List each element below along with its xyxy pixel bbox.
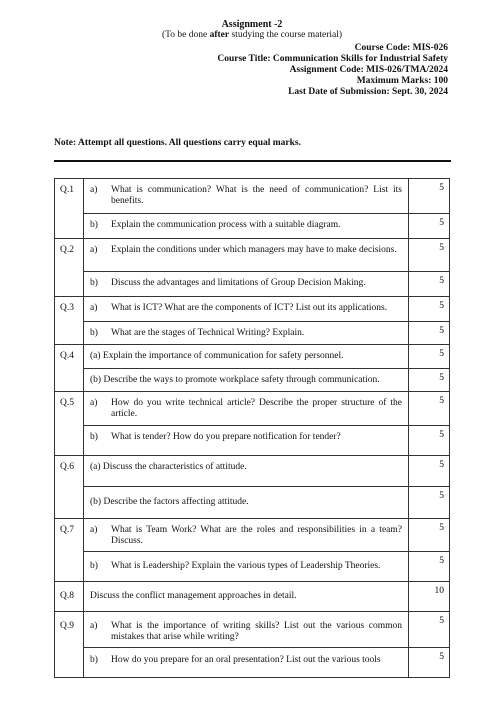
question-body: (b) Describe the factors affecting attitude. — [84, 487, 409, 519]
question-number: Q.6 — [55, 456, 84, 519]
question-marks: 5 — [409, 369, 450, 392]
question-label: a) — [90, 621, 98, 631]
subtitle-post: studying the course material) — [229, 30, 343, 40]
question-marks: 5 — [409, 214, 450, 239]
question-marks: 10 — [409, 582, 450, 612]
question-body — [84, 214, 409, 239]
question-row — [55, 214, 450, 239]
question-row — [55, 272, 450, 297]
question-label: a) — [90, 245, 98, 255]
question-row — [55, 322, 450, 345]
subtitle-bold: after — [209, 30, 230, 40]
question-row — [55, 297, 450, 322]
question-body — [84, 648, 409, 678]
question-label: b) — [90, 655, 98, 665]
question-text: What is ICT? What are the components of ICT? List out its applications. — [111, 303, 388, 313]
question-label: b) — [90, 328, 98, 338]
question-marks: 5 — [409, 345, 450, 369]
questions-table — [54, 178, 450, 678]
question-text: How do you write technical article? Describe the proper structure of the article. — [111, 398, 402, 419]
question-body: Discuss the conflict management approaches in detail. — [84, 582, 409, 612]
question-text: Discuss the advantages and limitations of Group Decision Making. — [111, 278, 366, 288]
question-body — [84, 519, 409, 552]
question-row — [55, 179, 450, 214]
question-row — [55, 392, 450, 426]
question-label: b) — [90, 561, 98, 571]
question-label: a) — [90, 398, 98, 408]
question-row — [55, 487, 450, 519]
question-marks: 5 — [409, 426, 450, 456]
question-text: Explain the conditions under which managers may have to make decisions. — [111, 245, 397, 255]
question-marks: 5 — [409, 456, 450, 487]
course-meta — [217, 43, 448, 98]
question-marks: 5 — [409, 552, 450, 582]
question-marks: 5 — [409, 239, 450, 272]
question-body — [84, 552, 409, 582]
question-marks: 5 — [409, 272, 450, 297]
assignment-title: Assignment -2 — [221, 19, 283, 30]
question-marks: 5 — [409, 322, 450, 345]
question-row — [55, 612, 450, 648]
question-row — [55, 345, 450, 369]
question-number: Q.1 — [55, 179, 84, 239]
question-text: Explain the communication process with a suitable diagram. — [111, 220, 341, 230]
question-row — [55, 552, 450, 582]
question-body — [84, 239, 409, 272]
question-marks: 5 — [409, 179, 450, 214]
assignment-subtitle — [0, 30, 504, 41]
course-code: Course Code: MIS-026 — [354, 43, 448, 53]
question-number: Q.9 — [55, 612, 84, 678]
question-body: (b) Describe the ways to promote workplace safety through communication. — [84, 369, 409, 392]
max-marks: Maximum Marks: 100 — [356, 76, 448, 86]
question-row — [55, 369, 450, 392]
question-marks: 5 — [409, 612, 450, 648]
question-text: What is Team Work? What are the roles and responsibilities in a team? Discuss. — [111, 525, 402, 546]
question-body — [84, 426, 409, 456]
assignment-code: Assignment Code: MIS-026/TMA/2024 — [289, 65, 448, 75]
instructions-note: Note: Attempt all questions. All questions carry equal marks. — [54, 138, 301, 148]
course-title: Course Title: Communication Skills for Industrial Safety — [217, 54, 448, 64]
question-marks: 5 — [409, 392, 450, 426]
question-text: What is communication? What is the need of communication? List its benefits. — [111, 185, 402, 206]
question-label: b) — [90, 278, 98, 288]
question-label: b) — [90, 220, 98, 230]
question-number: Q.2 — [55, 239, 84, 297]
question-row — [55, 426, 450, 456]
question-row — [55, 519, 450, 552]
question-body — [84, 612, 409, 648]
question-body — [84, 272, 409, 297]
last-date: Last Date of Submission: Sept. 30, 2024 — [288, 87, 448, 97]
question-body — [84, 322, 409, 345]
question-body — [84, 179, 409, 214]
question-row — [55, 648, 450, 678]
question-row — [55, 582, 450, 612]
subtitle-pre: (To be done — [161, 30, 210, 40]
question-body: (a) Explain the importance of communication for safety personnel. — [84, 345, 409, 369]
question-row — [55, 239, 450, 272]
question-body — [84, 297, 409, 322]
question-number: Q.8 — [55, 582, 84, 612]
question-marks: 5 — [409, 487, 450, 519]
question-body: (a) Discuss the characteristics of attitude. — [84, 456, 409, 487]
question-label: a) — [90, 525, 98, 535]
question-marks: 5 — [409, 648, 450, 678]
question-number: Q.3 — [55, 297, 84, 345]
question-text: What is tender? How do you prepare notification for tender? — [111, 432, 341, 442]
question-body — [84, 392, 409, 426]
question-text: What is the importance of writing skills? List out the various common mistakes that arise while writing? — [111, 621, 402, 642]
question-marks: 5 — [409, 519, 450, 552]
question-text: What are the stages of Technical Writing? Explain. — [111, 328, 305, 338]
question-label: b) — [90, 432, 98, 442]
question-label: a) — [90, 303, 98, 313]
question-number: Q.4 — [55, 345, 84, 392]
question-text: How do you prepare for an oral presentation? List out the various tools — [111, 655, 381, 665]
question-text: What is Leadership? Explain the various types of Leadership Theories. — [111, 561, 381, 571]
question-label: a) — [90, 185, 98, 195]
question-marks: 5 — [409, 297, 450, 322]
divider-rule — [54, 160, 451, 162]
question-number: Q.7 — [55, 519, 84, 582]
question-number: Q.5 — [55, 392, 84, 456]
question-row — [55, 456, 450, 487]
